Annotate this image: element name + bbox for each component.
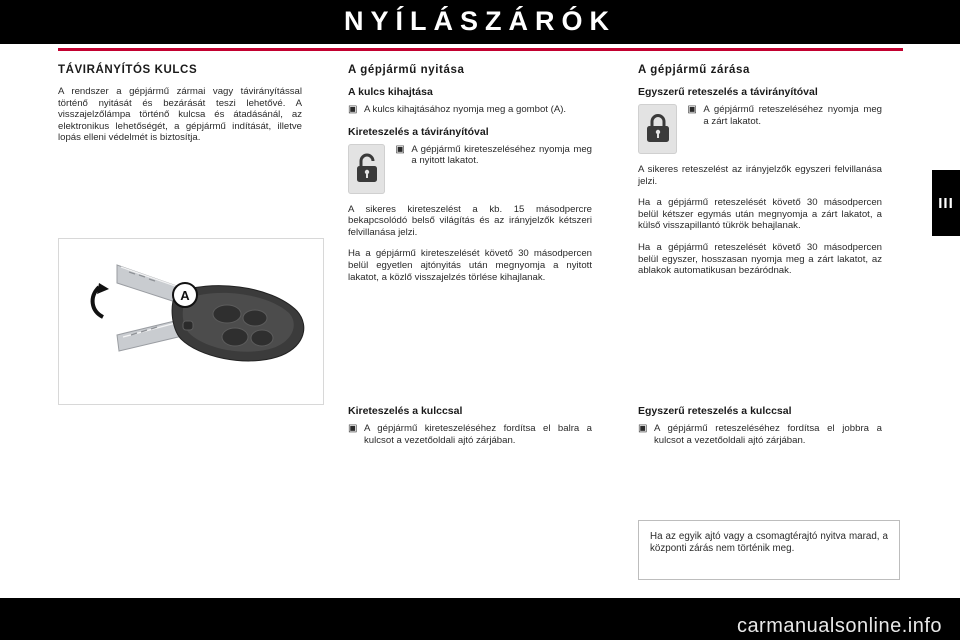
bullet-icon: ▣ bbox=[638, 423, 648, 434]
section-heading-unlock: A gépjármű nyitása bbox=[348, 64, 465, 76]
section-heading-lock: A gépjármű zárása bbox=[638, 64, 751, 76]
page-title: NYÍLÁSZÁRÓK bbox=[344, 6, 616, 36]
column-three bbox=[638, 64, 882, 287]
lock-icon-row bbox=[638, 104, 882, 154]
list-item bbox=[687, 104, 882, 127]
column-two bbox=[348, 64, 592, 293]
unlock-paragraph-2: Ha a gépjármű kireteszelését követő 30 másodpercen belül egyetlen ajtónyitás után megnyomja a nyitott lakatot, a közlő visszajelzés törlése kihajlanak. bbox=[348, 248, 592, 283]
list-item bbox=[395, 144, 592, 167]
list-item-text: A gépjármű reteszeléséhez nyomja meg a zárt lakatot. bbox=[703, 104, 882, 127]
list-item bbox=[348, 104, 592, 116]
lock-paragraph-1: A sikeres reteszelést az irányjelzők egyszeri felvillanása jelzi. bbox=[638, 164, 882, 187]
key-illustration bbox=[58, 238, 324, 405]
bullet-icon: ▣ bbox=[395, 143, 405, 155]
callout-a bbox=[173, 283, 197, 307]
column-three-bottom bbox=[638, 405, 882, 456]
subheading-unlock-key: Kireteszelés a kulccsal bbox=[348, 405, 463, 417]
key-figure-svg bbox=[59, 239, 321, 402]
subheading-key-unfold: A kulcs kihajtása bbox=[348, 86, 433, 98]
lock-padlock-glyph bbox=[643, 112, 673, 146]
note-box bbox=[638, 520, 900, 580]
unlock-icon-row bbox=[348, 144, 592, 194]
unlock-padlock-icon bbox=[348, 144, 385, 194]
lock-paragraph-2: Ha a gépjármű reteszelését követő 30 másodpercen belül kétszer egymás után megnyomja a zárt lakatot, a külső visszapillantó tükrök behajlanak. bbox=[638, 197, 882, 232]
note-text: Ha az egyik ajtó vagy a csomagtérajtó nyitva marad, a központi zárás nem történik meg. bbox=[650, 531, 888, 555]
subheading-lock-key: Egyszerű reteszelés a kulccsal bbox=[638, 405, 792, 417]
lock-padlock-icon bbox=[638, 104, 677, 154]
remote-key-paragraph: A rendszer a gépjármű zármai vagy távirányítással történő nyitását és bezárását teszi lehetővé. A visszajelzőlámpa történő kulcsa és átadásánál, az elektronikus lehetőségét, a gépjármű indítását, illetve lopás elleni védelmét is biztosítja. bbox=[58, 86, 302, 144]
subheading-lock-remote: Egyszerű reteszelés a távirányítóval bbox=[638, 86, 818, 98]
bullet-icon: ▣ bbox=[687, 104, 697, 115]
unlock-padlock-glyph bbox=[352, 152, 382, 186]
bullet-icon: ▣ bbox=[348, 423, 358, 434]
list-item bbox=[638, 423, 882, 446]
lock-paragraph-3: Ha a gépjármű reteszelését követő 30 másodpercen belül egyszer, hosszasan nyomja meg a zárt lakatot, az ablakok automatikusan bezáródnak. bbox=[638, 241, 882, 277]
svg-text:A: A bbox=[180, 288, 190, 303]
unlock-paragraph-1: A sikeres kireteszelést a kb. 15 másodpercre bekapcsolódó belső világítás és az irányjelzők kétszeri felvillanása jelzi. bbox=[348, 203, 592, 238]
accent-rule bbox=[58, 48, 903, 51]
list-item-text: A gépjármű kireteszeléséhez fordítsa el balra a kulcsot a vezetőoldali ajtó zárjában. bbox=[364, 423, 592, 446]
list-item-text: A kulcs kihajtásához nyomja meg a gombot (A). bbox=[364, 104, 567, 115]
column-one bbox=[58, 64, 302, 154]
list-item-text: A gépjármű reteszeléséhez fordítsa el jobbra a kulcsot a vezetőoldali ajtó zárjában. bbox=[654, 423, 882, 446]
section-heading-remote-key: TÁVIRÁNYÍTÓS KULCS bbox=[58, 64, 198, 76]
site-watermark: carmanualsonline.info bbox=[736, 615, 942, 637]
chapter-side-tab: III bbox=[932, 170, 960, 236]
list-item-text: A gépjármű kireteszeléséhez nyomja meg a nyitott lakatot. bbox=[411, 143, 592, 167]
list-item bbox=[348, 423, 592, 446]
column-two-bottom bbox=[348, 405, 592, 456]
subheading-unlock-remote: Kireteszelés a távirányítóval bbox=[348, 125, 489, 138]
bullet-icon: ▣ bbox=[348, 104, 358, 115]
